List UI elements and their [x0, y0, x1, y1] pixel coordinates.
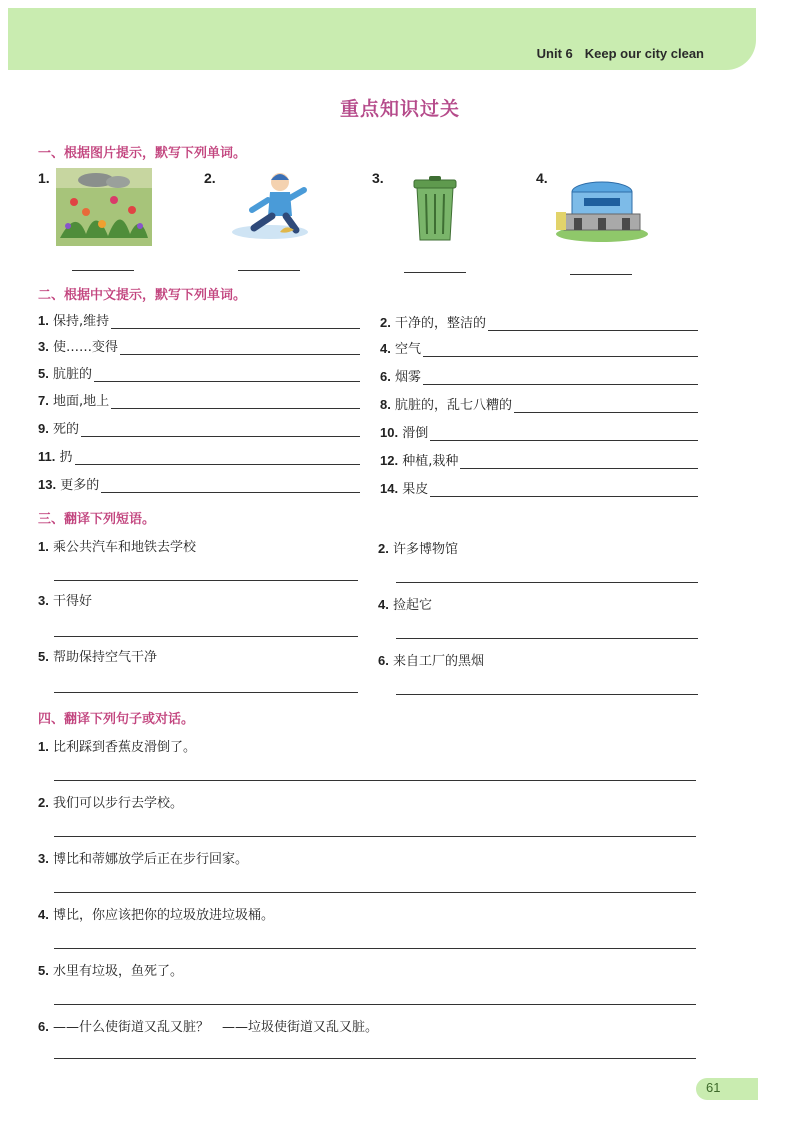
sentence-text: 博比，你应该把你的垃圾放进垃圾桶。 [52, 908, 274, 923]
flowers-grass-icon [56, 168, 152, 246]
phrase-prompt-6 [378, 650, 484, 669]
sentence-text: 水里有垃圾，鱼死了。 [52, 964, 183, 979]
answer-line[interactable] [111, 316, 360, 329]
sentence-text: 博比和蒂娜放学后正在步行回家。 [52, 852, 248, 867]
word-prompt: 干净的，整洁的 [394, 316, 486, 331]
sentence-prompt-4 [38, 904, 274, 923]
item-number: 4. [38, 907, 49, 922]
word-prompt: 果皮 [402, 482, 429, 497]
word-row-8 [380, 394, 698, 413]
boy-slipping-icon [230, 170, 312, 242]
word-prompt: 空气 [394, 342, 421, 357]
word-row-12 [380, 450, 698, 469]
answer-line[interactable] [460, 456, 698, 469]
phrase-prompt-2 [378, 538, 458, 557]
item-number: 1. [38, 539, 49, 554]
item-number: 8. [380, 397, 391, 412]
item-number: 1. [38, 170, 50, 186]
section3-heading: 三、翻译下列短语。 [38, 512, 156, 527]
word-row-10 [380, 422, 698, 441]
phrase-text: 来自工厂的黑烟 [392, 654, 484, 669]
item-number: 1. [38, 313, 49, 328]
word-row-11 [38, 446, 360, 465]
item-number: 2. [38, 795, 49, 810]
sentence-prompt-5 [38, 960, 183, 979]
word-prompt: 地面,地上 [52, 394, 110, 409]
unit-name: Keep our city clean [584, 46, 704, 61]
answer-line[interactable] [54, 636, 358, 637]
word-prompt: 使……变得 [52, 340, 118, 355]
phrase-text: 捡起它 [392, 598, 432, 613]
sentence-prompt-3 [38, 848, 248, 867]
answer-line[interactable] [54, 836, 696, 837]
word-prompt: 种植,栽种 [402, 454, 459, 469]
word-prompt: 扔 [59, 450, 73, 465]
item-number: 6. [380, 369, 391, 384]
item-number: 6. [378, 653, 389, 668]
answer-line[interactable] [94, 369, 360, 382]
answer-line[interactable] [75, 452, 360, 465]
word-row-6 [380, 366, 698, 385]
answer-line[interactable] [430, 428, 698, 441]
section1-heading: 一、根据图片提示，默写下列单词。 [38, 146, 247, 161]
phrase-text: 许多博物馆 [392, 542, 458, 557]
answer-line[interactable] [54, 780, 696, 781]
word-row-3 [38, 336, 360, 355]
phrase-text: 帮助保持空气干净 [52, 650, 157, 665]
section2-heading: 二、根据中文提示，默写下列单词。 [38, 288, 247, 303]
item-number: 9. [38, 421, 49, 436]
answer-line[interactable] [396, 638, 698, 639]
item-number: 2. [378, 541, 389, 556]
museum-building-icon [554, 174, 650, 242]
sentence-text: ——什么使街道又乱又脏？ ——垃圾使街道又乱又脏。 [52, 1020, 378, 1035]
item-number: 2. [380, 315, 391, 330]
item-number: 1. [38, 739, 49, 754]
word-row-1 [38, 310, 360, 329]
answer-line[interactable] [120, 342, 360, 355]
answer-blank-3[interactable] [404, 272, 466, 273]
page-number: 61 [706, 1080, 721, 1095]
item-number: 14. [380, 481, 399, 496]
sentence-prompt-6 [38, 1016, 378, 1035]
sentence-text: 我们可以步行去学校。 [52, 796, 183, 811]
item-number: 13. [38, 477, 57, 492]
answer-blank-4[interactable] [570, 274, 632, 275]
answer-line[interactable] [81, 424, 360, 437]
answer-blank-2[interactable] [238, 270, 300, 271]
phrase-text: 干得好 [52, 594, 92, 609]
item-number: 3. [38, 593, 49, 608]
item-number: 3. [372, 170, 384, 186]
answer-line[interactable] [54, 692, 358, 693]
phrase-text: 乘公共汽车和地铁去学校 [52, 540, 196, 555]
word-row-4 [380, 338, 698, 357]
answer-line[interactable] [514, 400, 698, 413]
word-row-2 [380, 312, 698, 331]
item-number: 4. [380, 341, 391, 356]
item-number: 7. [38, 393, 49, 408]
phrase-prompt-5 [38, 646, 157, 665]
page-title: 重点知识过关 [339, 98, 460, 120]
word-row-9 [38, 418, 360, 437]
answer-line[interactable] [54, 948, 696, 949]
word-prompt: 肮脏的，乱七八糟的 [394, 398, 512, 413]
answer-line[interactable] [423, 372, 698, 385]
word-prompt: 滑倒 [402, 426, 429, 441]
answer-line[interactable] [423, 344, 698, 357]
word-prompt: 保持,维持 [52, 314, 110, 329]
sentence-text: 比利踩到香蕉皮滑倒了。 [52, 740, 196, 755]
item-number: 11. [38, 449, 56, 464]
rubbish-bin-icon [412, 176, 458, 242]
word-prompt: 死的 [52, 422, 79, 437]
phrase-prompt-1 [38, 536, 196, 555]
answer-line[interactable] [488, 318, 698, 331]
item-number: 3. [38, 851, 49, 866]
word-row-14 [380, 478, 698, 497]
answer-line[interactable] [54, 580, 358, 581]
item-number: 5. [38, 963, 49, 978]
word-row-5 [38, 363, 360, 382]
item-number: 4. [378, 597, 389, 612]
sentence-prompt-2 [38, 792, 183, 811]
section4-heading: 四、翻译下列句子或对话。 [38, 712, 195, 727]
answer-line[interactable] [54, 1058, 696, 1059]
word-row-7 [38, 390, 360, 409]
answer-blank-1[interactable] [72, 270, 134, 271]
unit-title [537, 46, 704, 61]
item-number: 10. [380, 425, 399, 440]
answer-line[interactable] [396, 694, 698, 695]
item-number: 3. [38, 339, 49, 354]
answer-line[interactable] [396, 582, 698, 583]
word-prompt: 肮脏的 [52, 367, 92, 382]
item-number: 2. [204, 170, 216, 186]
item-number: 6. [38, 1019, 49, 1034]
answer-line[interactable] [430, 484, 698, 497]
word-row-13 [38, 474, 360, 493]
item-number: 4. [536, 170, 548, 186]
answer-line[interactable] [54, 1004, 696, 1005]
sentence-prompt-1 [38, 736, 196, 755]
answer-line[interactable] [101, 480, 360, 493]
answer-line[interactable] [111, 396, 360, 409]
word-prompt: 更多的 [60, 478, 100, 493]
item-number: 5. [38, 649, 49, 664]
unit-label: Unit 6 [536, 46, 573, 61]
phrase-prompt-4 [378, 594, 432, 613]
word-prompt: 烟雾 [394, 370, 421, 385]
item-number: 12. [380, 453, 399, 468]
phrase-prompt-3 [38, 590, 92, 609]
answer-line[interactable] [54, 892, 696, 893]
item-number: 5. [38, 366, 49, 381]
